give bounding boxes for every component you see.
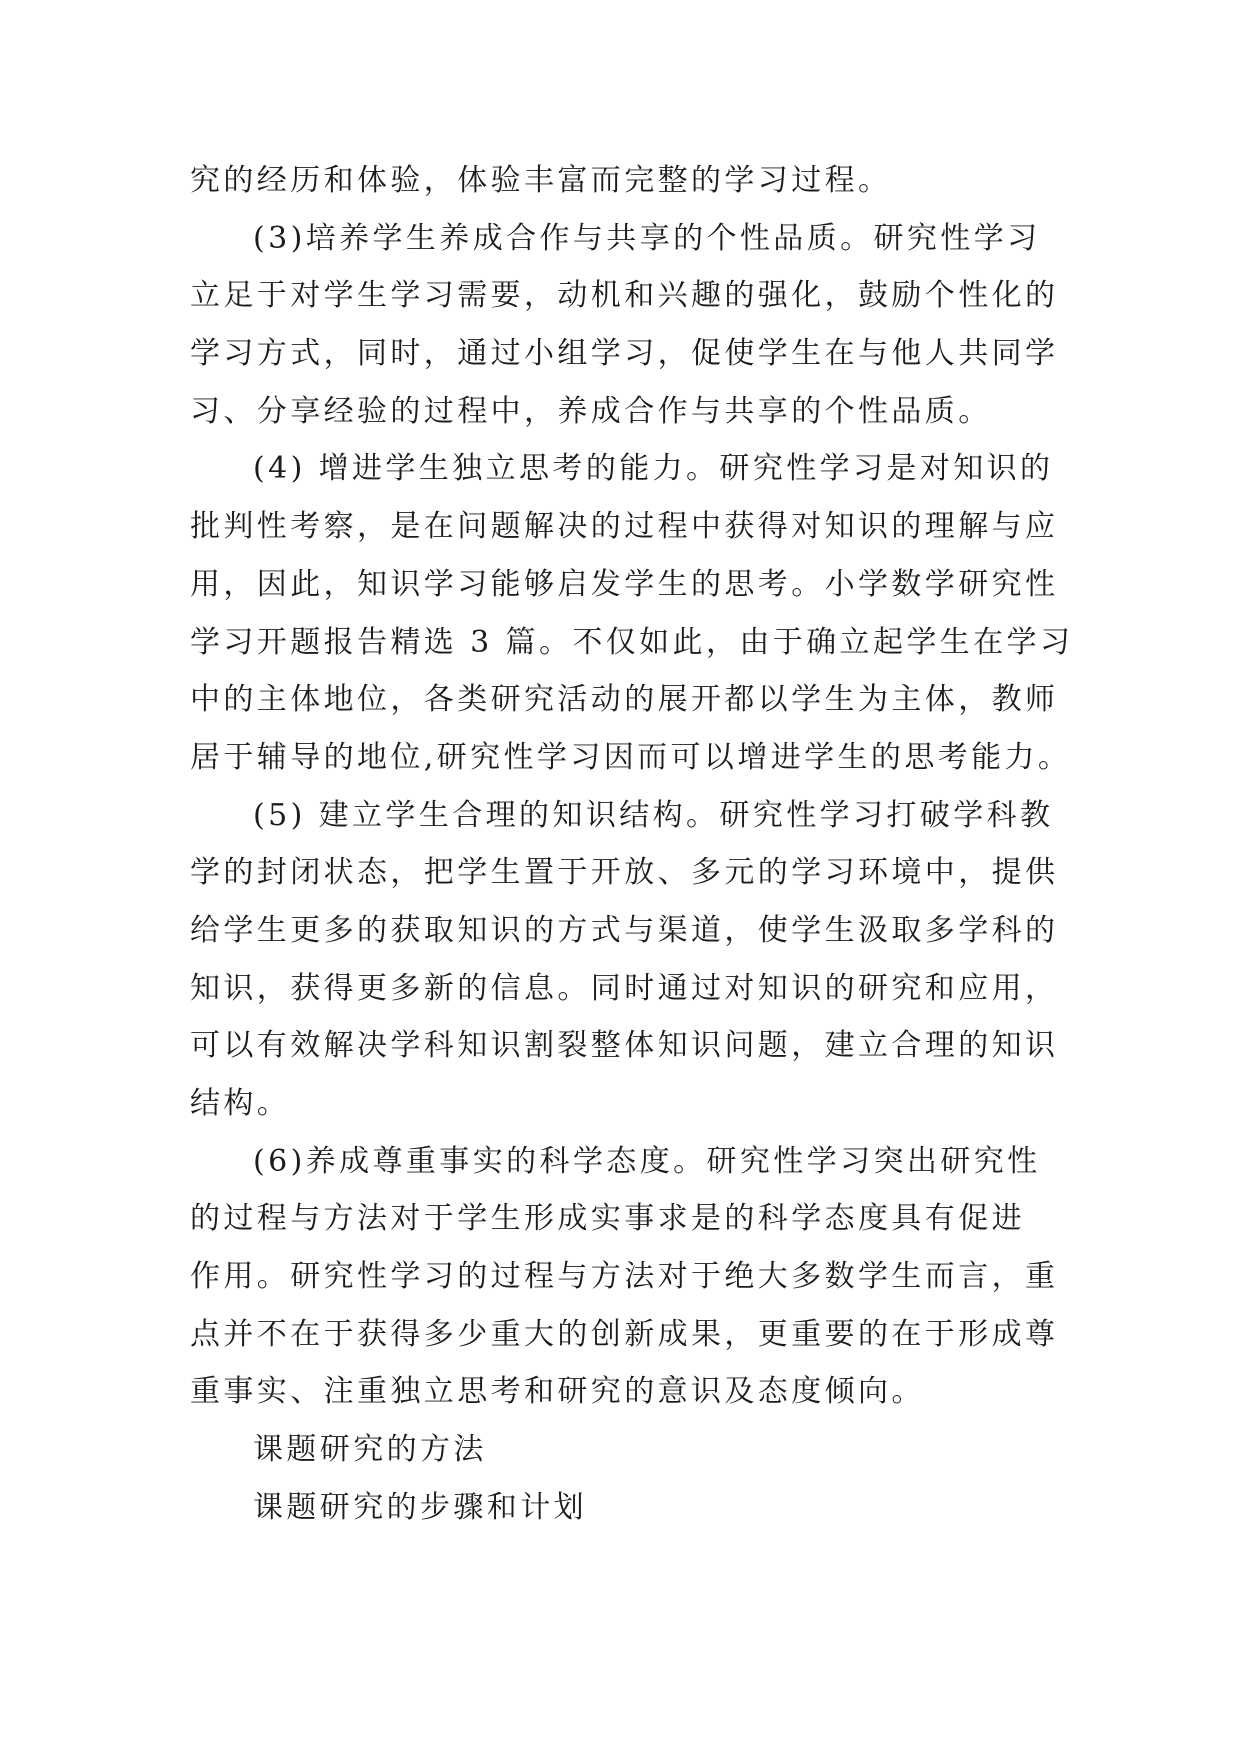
text-line: 用，因此，知识学习能够启发学生的思考。小学数学研究性	[190, 566, 1059, 602]
paragraph-4-first-line: (4) 增进学生独立思考的能力。研究性学习是对知识的	[253, 451, 1054, 487]
text-line: 习、分享经验的过程中，养成合作与共享的个性品质。	[190, 393, 992, 429]
section-heading-methods: 课题研究的方法	[253, 1432, 487, 1468]
document-body	[190, 152, 1074, 1537]
text-line: 的过程与方法对于学生形成实事求是的科学态度具有促进	[190, 1201, 1025, 1237]
text-line: 中的主体地位，各类研究活动的展开都以学生为主体，教师	[190, 682, 1059, 718]
text-line: 立足于对学生学习需要，动机和兴趣的强化，鼓励个性化的	[190, 278, 1059, 314]
text-line: 学习方式，同时，通过小组学习，促使学生在与他人共同学	[190, 336, 1059, 372]
text-line: 结构。	[190, 1086, 291, 1121]
paragraph-5-first-line: (5) 建立学生合理的知识结构。研究性学习打破学科教	[253, 797, 1054, 833]
text-line: 可以有效解决学科知识割裂整体知识问题，建立合理的知识	[190, 1028, 1059, 1064]
section-heading-steps-and-plan: 课题研究的步骤和计划	[253, 1489, 587, 1525]
paragraph-6-first-line: (6)养成尊重事实的科学态度。研究性学习突出研究性	[253, 1143, 1041, 1179]
text-line: 学习开题报告精选 3 篇。不仅如此，由于确立起学生在学习	[190, 624, 1074, 660]
text-line: 知识，获得更多新的信息。同时通过对知识的研究和应用，	[190, 970, 1059, 1006]
paragraph-3-first-line: (3)培养学生养成合作与共享的个性品质。研究性学习	[253, 220, 1041, 256]
text-line: 重事实、注重独立思考和研究的意识及态度倾向。	[190, 1374, 925, 1410]
text-line: 点并不在于获得多少重大的创新成果，更重要的在于形成尊	[190, 1316, 1059, 1352]
text-line: 批判性考察，是在问题解决的过程中获得对知识的理解与应	[190, 509, 1059, 545]
text-line: 究的经历和体验，体验丰富而完整的学习过程。	[190, 163, 892, 198]
text-line: 作用。研究性学习的过程与方法对于绝大多数学生而言，重	[190, 1259, 1059, 1295]
text-line: 居于辅导的地位,研究性学习因而可以增进学生的思考能力。	[190, 739, 1072, 775]
text-line: 学的封闭状态，把学生置于开放、多元的学习环境中，提供	[190, 855, 1059, 891]
text-line: 给学生更多的获取知识的方式与渠道，使学生汲取多学科的	[190, 912, 1059, 948]
